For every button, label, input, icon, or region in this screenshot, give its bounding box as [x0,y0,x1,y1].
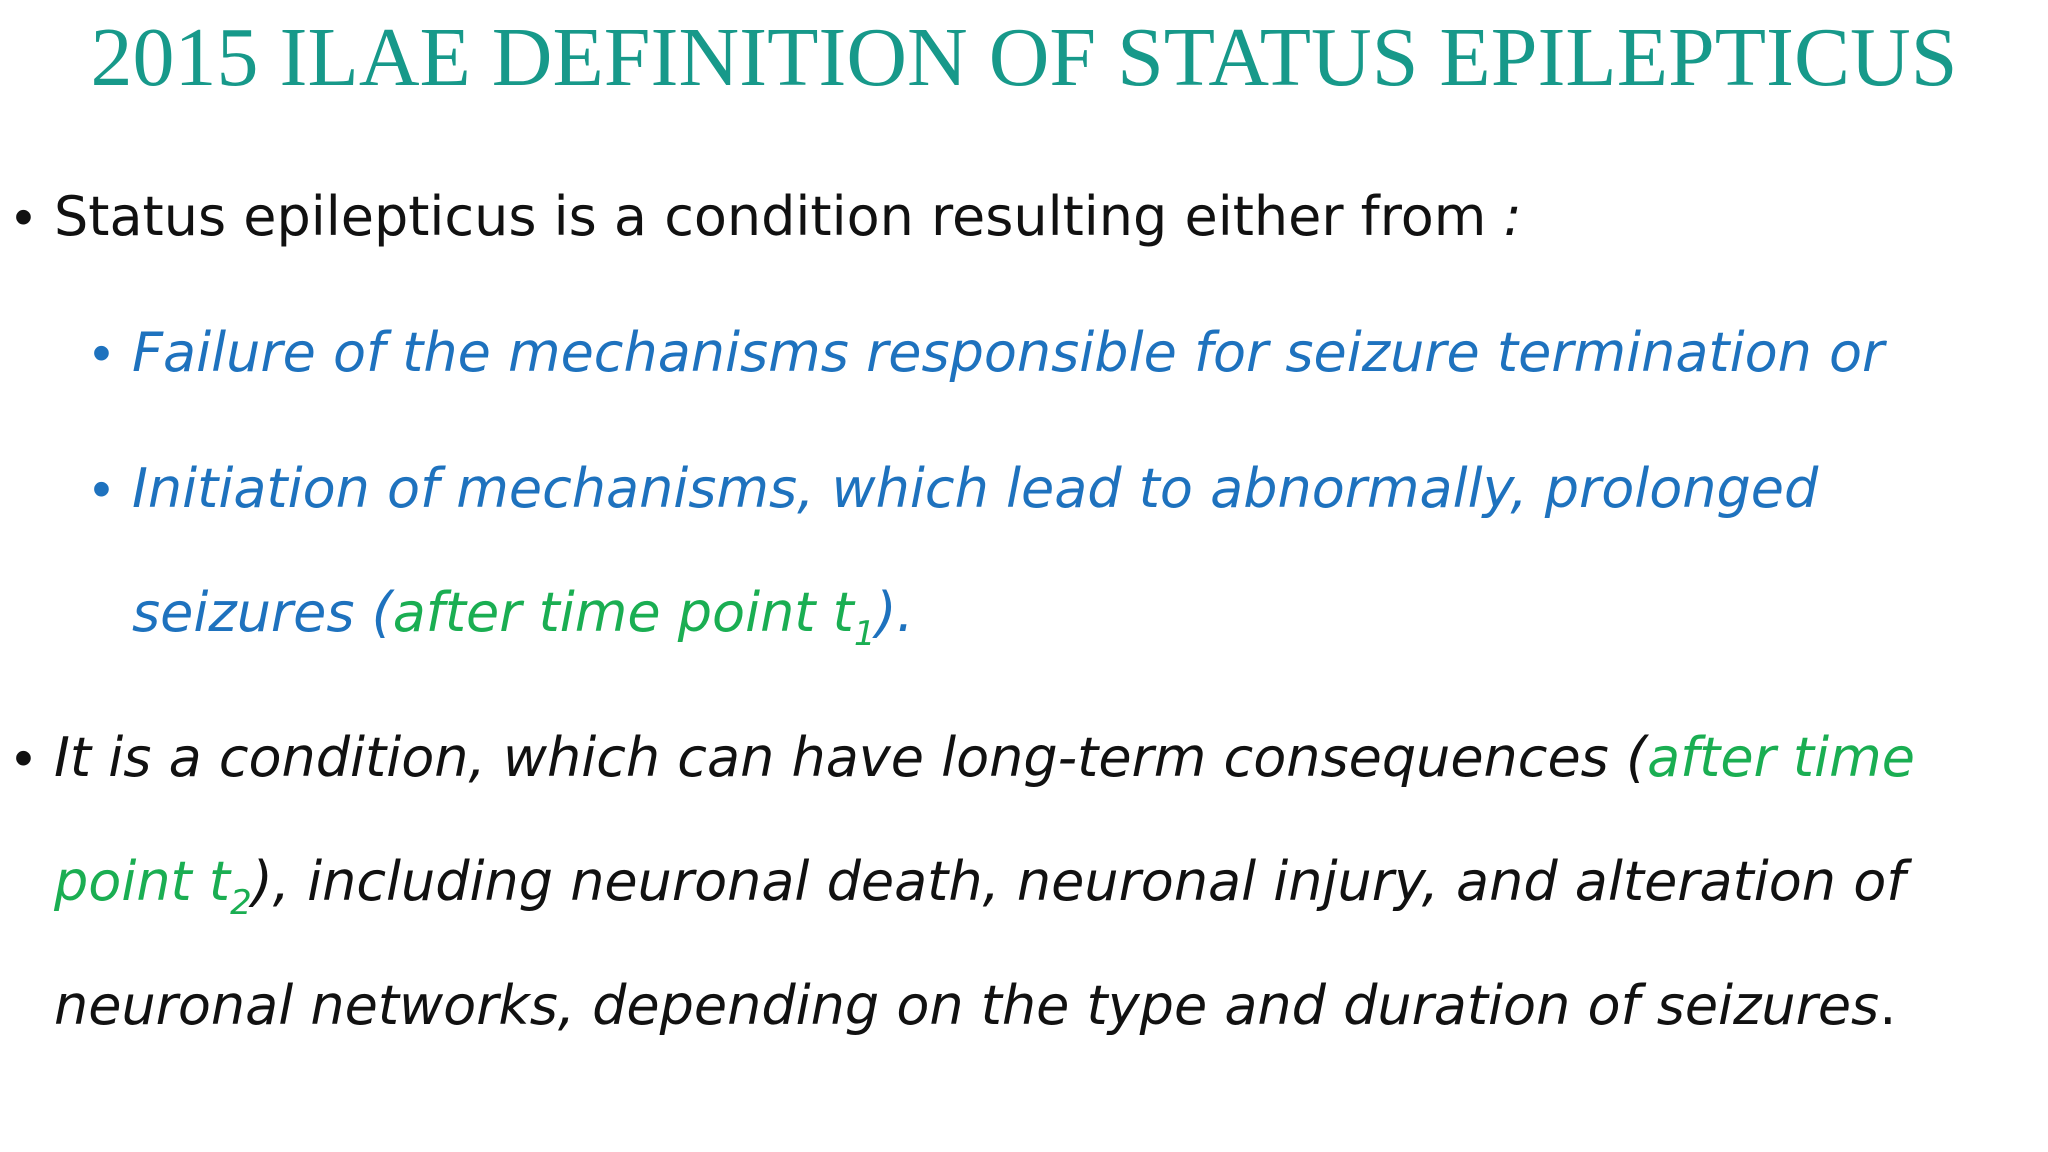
time-point-t1-label [392,581,876,654]
bullet-2-period: . [1879,974,1897,1037]
time-point-t2-label-part-2 [54,850,252,923]
time-point-t2-text: point t [54,850,231,913]
bullet-2-line-3-text: neuronal networks, depending on the type and duration of seizures [54,974,1880,1037]
sub-bullet-2-line-1: Initiation of mechanisms, which lead to abnormally, prolonged [132,457,1819,520]
bullet-1-text [54,181,1522,253]
sub-bullet-2-line-2 [132,577,914,654]
bullet-1-main: Status epilepticus is a condition resulting either from [54,185,1487,248]
bullet-2-line-2 [54,846,1906,923]
sub-bullet-2-pre: seizures ( [132,581,393,644]
time-point-t1-text: after time point t [392,581,854,644]
sub-bullet-1-text: Failure of the mechanisms responsible for seizure termination or [132,321,1885,384]
sub-bullet-marker: • [92,323,111,383]
sub-bullet-marker: • [92,459,111,519]
slide-title: 2015 ILAE DEFINITION OF STATUS EPILEPTICUS [90,11,1958,104]
bullet-marker: • [14,728,33,788]
bullet-2-line-3 [54,970,1896,1042]
bullet-1-colon: : [1486,185,1522,248]
bullet-marker: • [14,187,33,247]
bullet-2-pre: It is a condition, which can have long-term consequences ( [54,726,1648,789]
bullet-2-line-1 [54,722,1915,794]
bullet-2-post: ), including neuronal death, neuronal injury, and alteration of [251,850,1906,913]
time-point-t2-label-part-1: after time [1647,726,1915,789]
sub-bullet-2-post: ). [875,581,914,644]
subscript-2: 2 [230,883,252,923]
subscript-1: 1 [853,614,876,654]
